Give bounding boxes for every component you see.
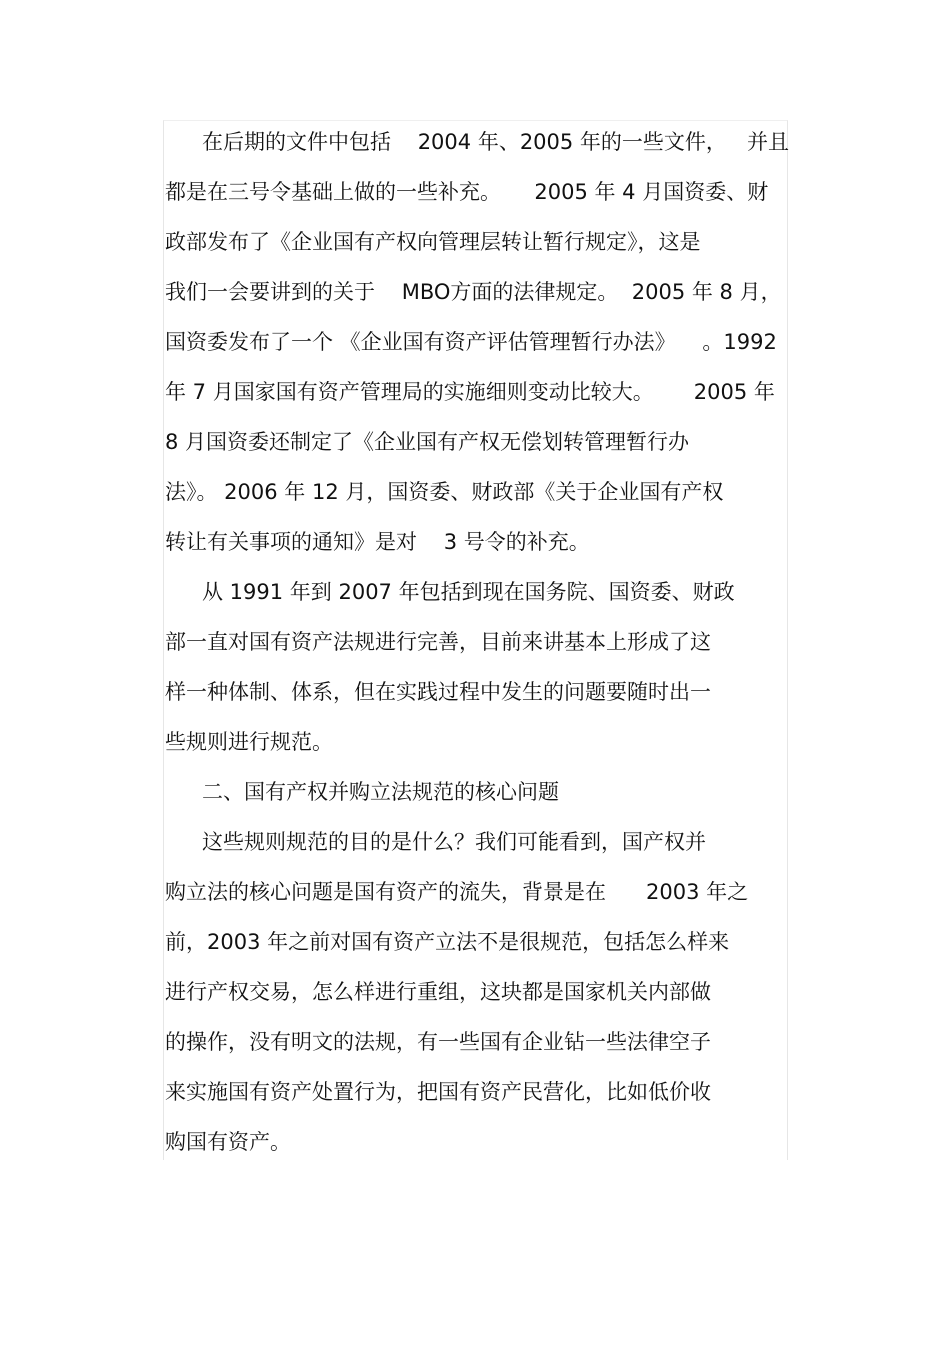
section-heading: 二、国有产权并购立法规范的核心问题 (202, 780, 559, 804)
paragraph-3-line-3: 前，2003 年之前对国有资产立法不是很规范，包括怎么样来 (165, 930, 730, 954)
paragraph-3-line-5: 的操作，没有明文的法规，有一些国有企业钻一些法律空子 (165, 1030, 711, 1054)
paragraph-1-line-8: 法》。 2006 年 12 月，国资委、财政部《关于企业国有产权 (165, 480, 724, 504)
paragraph-1-line-6: 年 7 月国家国有资产管理局的实施细则变动比较大。 2005 年 (165, 380, 775, 404)
paragraph-1-line-7: 8 月国资委还制定了《企业国有产权无偿划转管理暂行办 (165, 430, 690, 454)
paragraph-2-line-3: 样一种体制、体系，但在实践过程中发生的问题要随时出一 (165, 680, 711, 704)
paragraph-1-line-5: 国资委发布了一个 《企业国有资产评估管理暂行办法》 。1992 (165, 330, 777, 354)
paragraph-2-line-4: 些规则进行规范。 (165, 730, 333, 754)
paragraph-2-line-1: 从 1991 年到 2007 年包括到现在国务院、国资委、财政 (202, 580, 735, 604)
paragraph-2-line-2: 部一直对国有资产法规进行完善，目前来讲基本上形成了这 (165, 630, 711, 654)
paragraph-1-line-2: 都是在三号令基础上做的一些补充。 2005 年 4 月国资委、财 (165, 180, 769, 204)
paragraph-1-line-4: 我们一会要讲到的关于 MBO方面的法律规定。 2005 年 8 月， (165, 280, 782, 304)
paragraph-3-line-6: 来实施国有资产处置行为，把国有资产民营化，比如低价收 (165, 1080, 711, 1104)
paragraph-3-line-2: 购立法的核心问题是国有资产的流失，背景是在 2003 年之 (165, 880, 749, 904)
paragraph-3-line-1: 这些规则规范的目的是什么？我们可能看到，国产权并 (202, 830, 706, 854)
paragraph-1-line-1: 在后期的文件中包括 2004 年、2005 年的一些文件， 并且 (202, 130, 789, 154)
paragraph-1-line-3: 政部发布了《企业国有产权向管理层转让暂行规定》，这是 (165, 230, 701, 254)
paragraph-1-line-9: 转让有关事项的通知》是对 3 号令的补充。 (165, 530, 590, 554)
paragraph-3-line-4: 进行产权交易，怎么样进行重组，这块都是国家机关内部做 (165, 980, 711, 1004)
paragraph-3-line-7: 购国有资产。 (165, 1130, 291, 1154)
